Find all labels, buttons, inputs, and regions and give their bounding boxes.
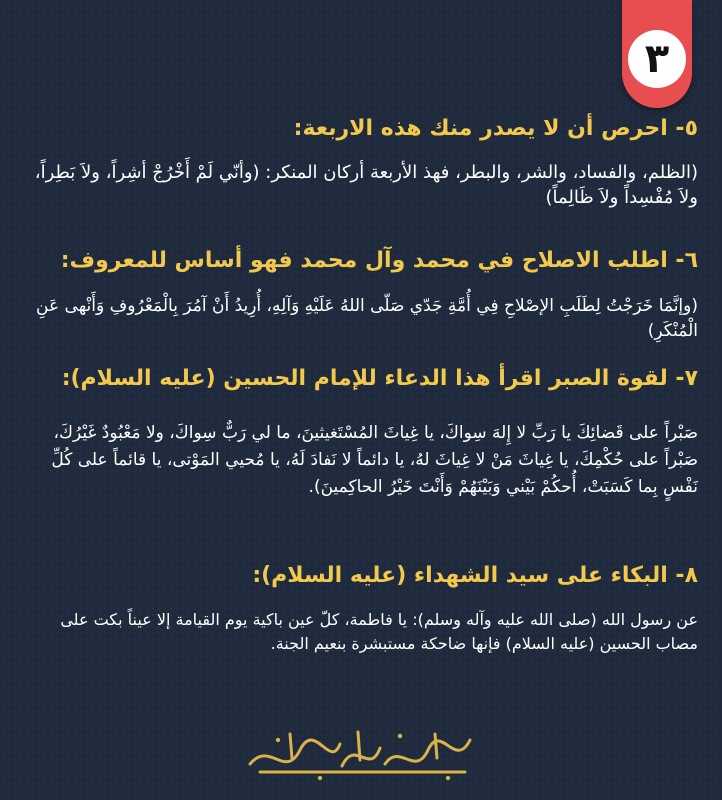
section-6-text: (وإنَّمَا خَرَجْتُ لِطَلَبِ الإصْلاحِ فِي أُمَّةِ جَدّي صَلّى اللهُ عَلَيْهِ وَآلِهِ، أُرِيدُ أَنْ آمُرَ بِالْمَعْرُوفِ وَأَنْهى عَنِ الْمُنْكَرِ): [36, 296, 698, 341]
section-7-heading: ٧- لقوة الصبر اقرأ هذا الدعاء للإمام الحسين (عليه السلام):: [61, 366, 698, 391]
section-8-text: عن رسول الله (صلى الله عليه وآله وسلم): يا فاطمة، كلّ عين باكية يوم القيامة إلا عيناً بكت على مصاب الحسين (عليه السلام) فإنها ضاحكة مستبشرة بنعيم الجنة.: [60, 610, 698, 653]
badge-number: ٣: [628, 30, 686, 88]
number-ribbon-badge: [622, 0, 692, 108]
section-7-text: صَبْراً على قَضائِكَ يا رَبِّ لا إِلهَ سِواكَ، يا غِياثَ المُسْتَغيثينَ، ما لي رَبٌّ سِواكَ، ولا مَعْبُودٌ غَيْرُكَ، صَبْراً على حُكْمِكَ، يا غِياثَ مَنْ لا غِياثَ لهُ، يا دائماً لا نَفادَ لَهُ، يا مُحيي المَوْتى، يا قائماً على كُلِّ نَفْسٍ بِما كَسَبَتْ، أُحكُمْ بَيْني وَبَيْنَهُمْ وَأَنْتَ خَيْرُ الحاكِمينَ).: [51, 423, 698, 497]
section-5-text: (الظلم، والفساد، والشر، والبطر، فهذ الأربعة أركان المنكر: (وأنّي لَمْ أَخْرُجْ أشِراً، ولاَ بَطِراً، ولاَ مُفْسِداً ولاَ ظَالِماً): [34, 162, 698, 208]
signature-calligraphy-icon: [230, 720, 492, 784]
section-6-heading: ٦- اطلب الاصلاح في محمد وآل محمد فهو أساس للمعروف:: [60, 248, 698, 273]
section-8-heading: ٨- البكاء على سيد الشهداء (عليه السلام):: [252, 563, 698, 588]
section-5-heading: ٥- احرص أن لا يصدر منك هذه الاربعة:: [293, 116, 698, 141]
signature-calligraphy: [230, 720, 492, 784]
